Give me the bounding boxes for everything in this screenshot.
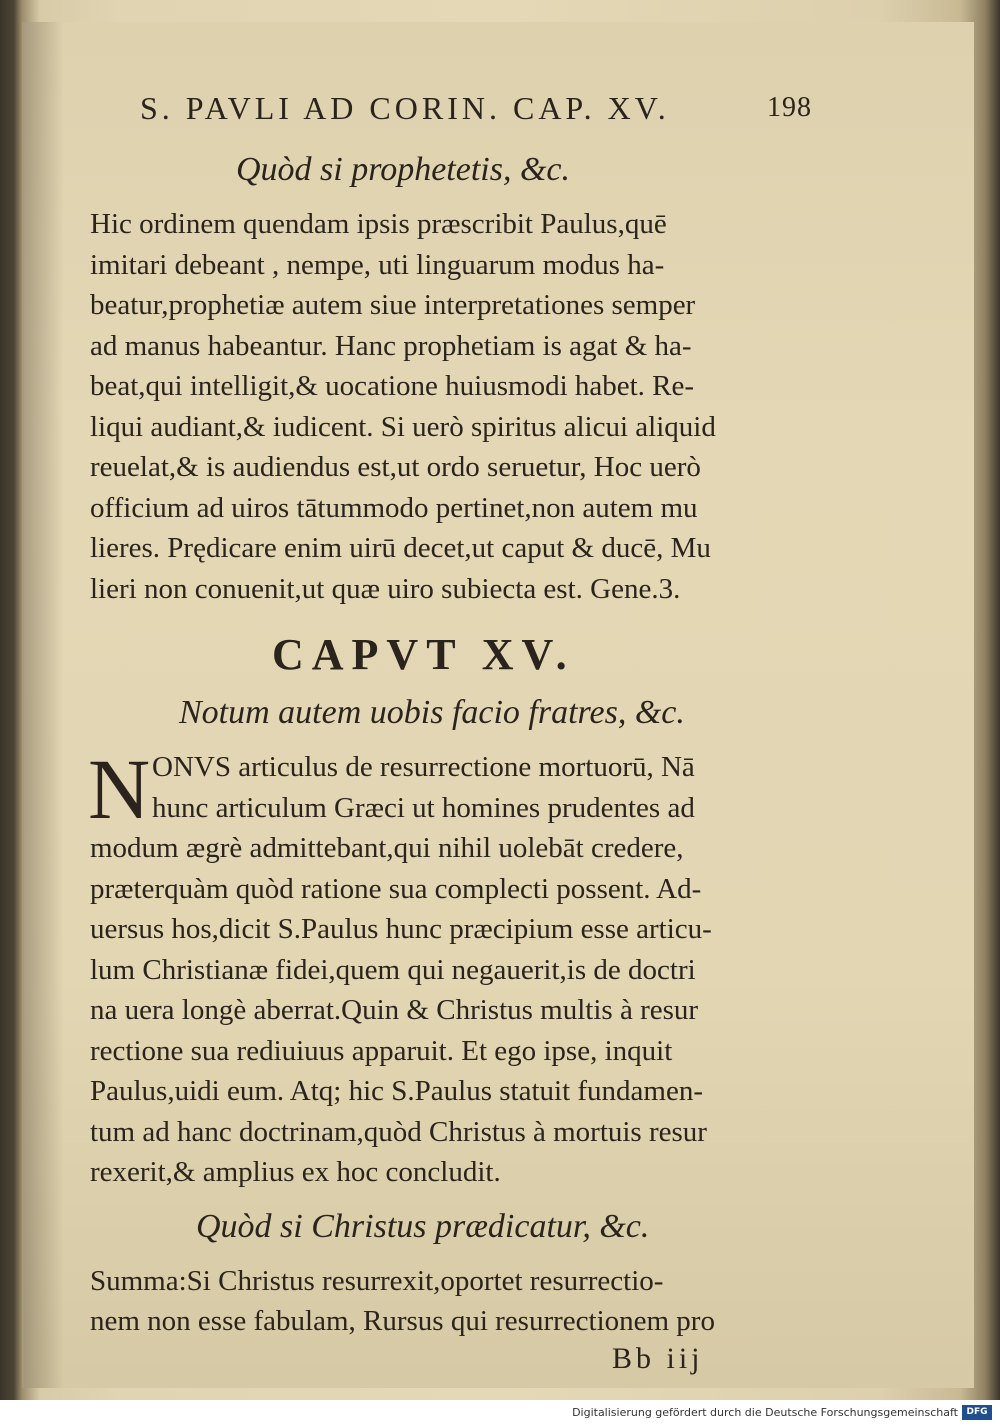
text-line: beatur,prophetiæ autem siue interpretationes semper <box>90 289 696 321</box>
text-line: lum Christianæ fidei,quem qui negauerit,is de doctri <box>90 953 696 986</box>
running-head <box>64 90 812 140</box>
text-line: na uera longè aberrat.Quin & Christus multis à resur <box>90 994 699 1026</box>
text-line: lieres. Prędicare enim uirū decet,ut caput & ducē, Mu <box>90 532 711 564</box>
lemma-heading: Quòd si Christus prædicatur, &c. <box>196 1207 650 1245</box>
chapter-title: CAPVT XV. <box>272 630 575 679</box>
text-line: rectione sua rediuiuus apparuit. Et ego ipse, inquit <box>90 1034 673 1067</box>
text-line: Hic ordinem quendam ipsis præscribit Paulus,quē <box>90 208 667 240</box>
text-line: hunc articulum Græci ut homines prudentes ad <box>152 791 695 824</box>
text-line: nem non esse fabulam, Rursus qui resurrectionem pro <box>90 1305 715 1337</box>
text-block <box>64 90 812 1382</box>
text-line: rexerit,& amplius ex hoc concludit. <box>90 1156 501 1188</box>
book-page <box>22 22 974 1388</box>
signature-catchline <box>64 1342 784 1382</box>
binding-shadow <box>24 22 64 1388</box>
text-line: Paulus,uidi eum. Atq; hic S.Paulus statuit fundamen- <box>90 1075 703 1107</box>
paragraph-commentary-2 <box>64 741 784 1193</box>
text-line: imitari debeant , nempe, uti linguarum modus ha- <box>90 248 665 281</box>
text-line: reuelat,& is audiendus est,ut ordo seruetur, Hoc uerò <box>90 451 701 483</box>
drop-cap-initial: N <box>88 741 151 837</box>
paragraph-commentary-3 <box>64 1261 790 1342</box>
lemma-heading: Quòd si prophetetis, &c. <box>236 151 570 188</box>
text-line: tum ad hanc doctrinam,quòd Christus à mortuis resur <box>90 1115 707 1148</box>
running-head-title: S. PAVLI AD CORIN. CAP. XV. <box>140 90 670 126</box>
text-line: liqui audiant,& iudicent. Si uerò spiritus alicui aliquid <box>90 410 716 443</box>
text-line: officium ad uiros tātummodo pertinet,non autem mu <box>90 491 698 524</box>
text-line: Summa:Si Christus resurrexit,oportet resurrectio- <box>90 1264 664 1297</box>
text-line: præterquàm quòd ratione sua complecti possent. Ad- <box>90 872 702 905</box>
text-line: beat,qui intelligit,& uocatione huiusmodi habet. Re- <box>90 370 695 402</box>
digitization-footer <box>0 1400 1000 1426</box>
dfg-logo-icon[interactable]: DFG <box>962 1405 992 1420</box>
text-line: uersus hos,dicit S.Paulus hunc præcipium esse articu- <box>90 913 712 945</box>
text-line: lieri non conuenit,ut quæ uiro subiecta est. Gene.3. <box>90 572 681 605</box>
text-line: modum ægrè admittebant,qui nihil uolebāt credere, <box>90 832 684 864</box>
text-line: ONVS articulus de resurrectione mortuorū, Nā <box>152 751 695 783</box>
lemma-heading: Notum autem uobis facio fratres, &c. <box>179 694 685 731</box>
page-number: 198 <box>767 92 812 123</box>
paragraph-commentary-1 <box>64 204 790 609</box>
funding-credit: Digitalisierung gefördert durch die Deutsche Forschungsgemeinschaft <box>572 1406 958 1419</box>
signature-mark: Bb iij <box>612 1341 704 1375</box>
text-line: ad manus habeantur. Hanc prophetiam is agat & ha- <box>90 329 692 362</box>
